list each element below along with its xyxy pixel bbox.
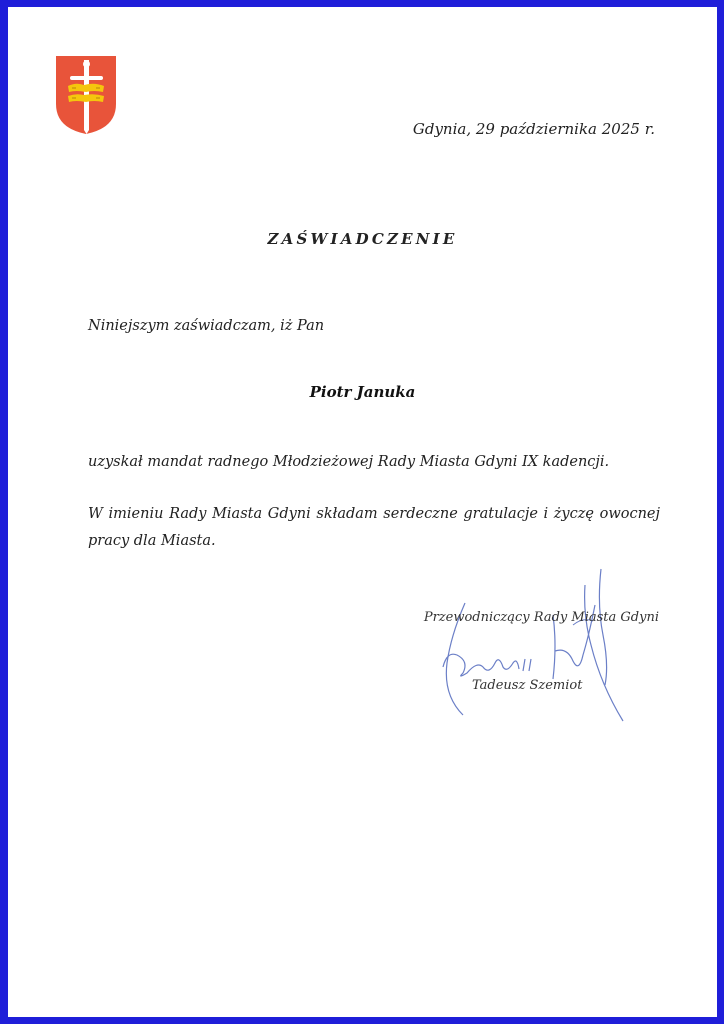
document-page bbox=[8, 7, 717, 1017]
handwritten-signature bbox=[433, 555, 633, 725]
signatory-role: Przewodniczący Rady Miasta Gdyni bbox=[423, 610, 659, 625]
intro-text: Niniejszym zaświadczam, iż Pan bbox=[88, 318, 325, 334]
gdynia-crest-icon bbox=[54, 54, 118, 136]
mandate-text: uzyskał mandat radnego Młodzieżowej Rady Miasta Gdyni IX kadencji. bbox=[88, 454, 610, 470]
congratulations-text: W imieniu Rady Miasta Gdyni składam serdeczne gratulacje i życzę owocnej pracy dla Miasta. bbox=[88, 506, 660, 549]
signatory-name: Tadeusz Szemiot bbox=[472, 678, 583, 693]
recipient-name: Piotr Januka bbox=[309, 383, 416, 401]
letter-date: Gdynia, 29 października 2025 r. bbox=[412, 120, 655, 138]
document-title: ZAŚWIADCZENIE bbox=[267, 230, 458, 248]
